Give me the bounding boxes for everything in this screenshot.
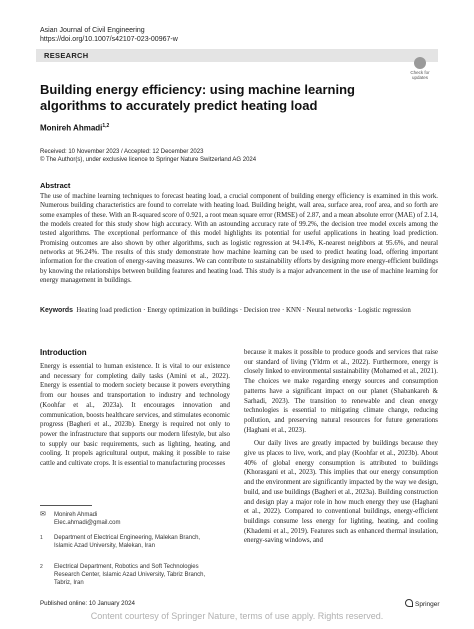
author-line — [40, 123, 109, 133]
intro-paragraph: Our daily lives are greatly impacted by buildings because they give us places to live, work, and play (Koohfar et al., 2023b). About 40% of global energy consumption is attributed to buildings (Khorasgani et al., 2023). This implies that our energy consumption and the environment are significantly impacted by the way we design, build, and use buildings (Bagheri et al., 2023a). Building construction and design play a major role in how much energy they use (Haghani et al., 2022). Compared to conventional buildings, energy-efficient buildings consume less energy for lighting, heating, and cooling (Khademi et al., 2019). Features such as enhanced thermal insulation, energy-saving windows, and — [244, 440, 438, 545]
section-label: RESEARCH — [44, 51, 89, 60]
publisher-name: Springer — [415, 601, 440, 608]
intro-column-right — [244, 348, 438, 546]
article-dates — [40, 148, 256, 164]
keywords — [40, 306, 438, 315]
intro-column-left: Energy is essential to human existence. It is vital to our existence and necessary for completing daily tasks (Amini et al., 2022). Energy is essential to modern society because it powers everything from our houses and transportation to industry and technology (Koohfar et al., 2023a). It encourages innovation and communication, boosts healthcare services, and stimulates economic progress (Bagheri et al., 2023b). Energy is required not only to power the infrastructure that supports our modern lifestyle, but also to supply our basic requirements, such as lighting, heating, and cooling. It propels agricultural output, making it possible to raise cattle and cultivate crops. It is essential to manufacturing processes — [40, 363, 230, 468]
update-check-icon — [414, 57, 426, 69]
keywords-label: Keywords — [40, 307, 73, 314]
springer-horse-icon — [405, 599, 413, 607]
journal-header — [40, 26, 178, 44]
affiliation-1 — [40, 534, 220, 550]
author-affiliation-marks: 1,2 — [102, 123, 110, 129]
received-accepted: Received: 10 November 2023 / Accepted: 12 December 2023 — [40, 149, 204, 155]
corr-email[interactable]: Elec.ahmadi@gmail.com — [54, 520, 121, 526]
section-bar — [36, 49, 438, 62]
author-name[interactable]: Monireh Ahmadi — [40, 123, 103, 133]
affiliation-2 — [40, 563, 220, 587]
courtesy-notice: Content courtesy of Springer Nature, terms of use apply. Rights reserved. — [90, 611, 384, 621]
footnote-divider — [40, 505, 92, 506]
publisher-logo — [405, 599, 440, 608]
article-title: Building energy efficiency: using machine learning algorithms to accurately predict heating load — [40, 82, 355, 113]
intro-paragraph: because it makes it possible to produce goods and services that raise our standard of living (Yldrm et al., 2022). Furthermore, energy is closely linked to environmental sustainability (Mohamed et al., 2021). The choices we make regarding energy sources and consumption patterns have a significant impact on our planet (Shabankareh & Sarhadi, 2023). The transition to renewable and clean energy technologies is essential to mitigating climate change, reducing pollution, and preserving natural resources for future generations (Haghani et al., 2023). — [244, 349, 438, 434]
affiliation-text: Electrical Department, Robotics and Soft Technologies Research Center, Islamic Azad University, Tabriz Branch, Tabriz, Iran — [54, 564, 206, 586]
corresponding-author — [40, 511, 220, 527]
corr-name: Monireh Ahmadi — [54, 512, 98, 518]
badge-label: Check for updates — [410, 70, 430, 80]
affiliation-text: Department of Electrical Engineering, Malekan Branch, Islamic Azad University, Malekan, Iran — [54, 535, 201, 549]
doi-link[interactable]: https://doi.org/10.1007/s42107-023-00967-w — [40, 36, 178, 43]
journal-name: Asian Journal of Civil Engineering — [40, 27, 145, 34]
abstract-text: The use of machine learning techniques to forecast heating load, a crucial component of building energy efficiency is examined in this work. Numerous building characteristics are found to correlate with heating load. Building height, wall area, surface area, roof area, and so forth are some examples of these. With an R-squared score of 0.921, a root mean square error (RMSE) of 2.87, and a mean absolute error (MAE) of 2.14, the models created for this study show high accuracy. With an astounding accuracy rate of 99.2%, the decision tree model excels among the tested algorithms. The exceptional performance of this model highlights its potential for useful applications in heating load prediction. Promising outcomes are also shown by other algorithms, such as logistic regression at 94.14%, K-nearest neighbors at 95.6%, and neural networks at 96.24%. The results of this study demonstrate how machine learning can be used to predict heating load, offering important information for the creation of energy-saving measures. We can contribute to sustainability efforts by designing more energy-efficient buildings by knowing the relationships between building features and heating load. This study is a major advancement in the use of machine learning for energy management in buildings. — [40, 193, 438, 285]
abstract-heading: Abstract — [40, 181, 71, 190]
copyright-notice: © The Author(s), under exclusive licence to Springer Nature Switzerland AG 2024 — [40, 157, 257, 163]
introduction-heading: Introduction — [40, 348, 87, 357]
check-for-updates-badge[interactable] — [405, 57, 435, 79]
affiliation-number: 1 — [40, 535, 43, 541]
published-date: Published online: 10 January 2024 — [40, 600, 135, 607]
envelope-icon: ✉ — [40, 511, 46, 518]
affiliation-number: 2 — [40, 564, 43, 570]
keywords-list: Heating load prediction · Energy optimization in buildings · Decision tree · KNN · Neural networks · Logistic regression — [76, 307, 411, 314]
